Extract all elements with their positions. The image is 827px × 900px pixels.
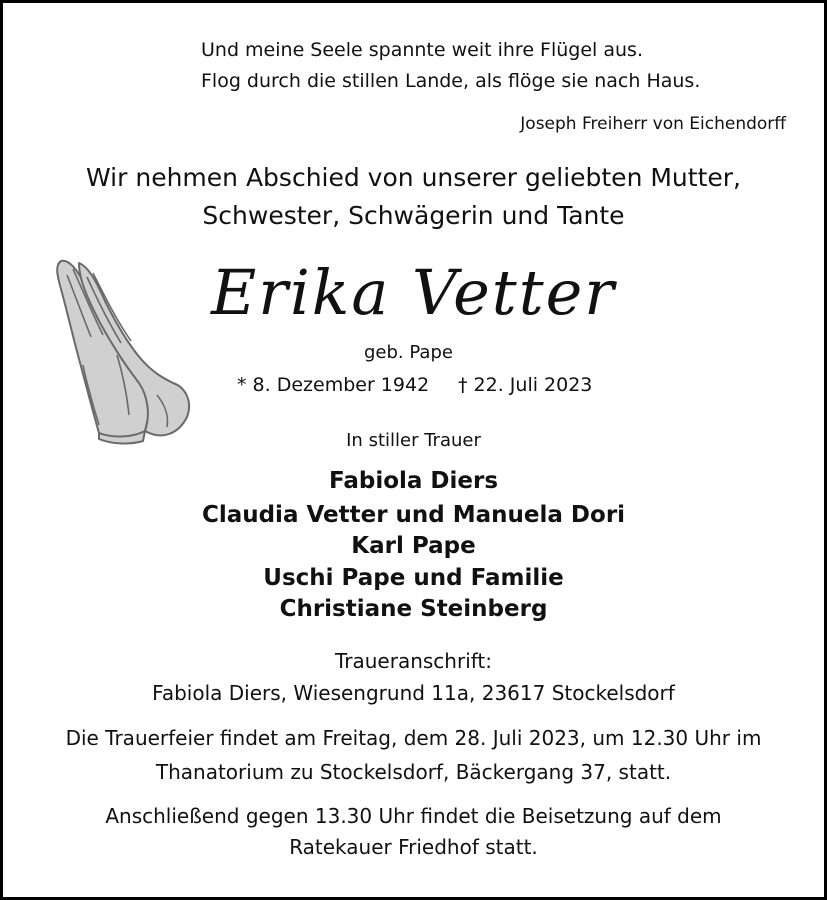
mourner-5: Christiane Steinberg bbox=[279, 596, 548, 622]
mourner-4: Uschi Pape und Familie bbox=[263, 565, 564, 591]
deceased-name: Erika Vetter bbox=[211, 256, 616, 329]
poem-line-1: Und meine Seele spannte weit ihre Flügel aus. bbox=[201, 39, 643, 61]
mourner-3: Karl Pape bbox=[351, 533, 476, 559]
mourning-label: In stiller Trauer bbox=[346, 430, 481, 451]
intro-line-1: Wir nehmen Abschied von unserer geliebten Mutter, bbox=[86, 163, 741, 192]
mourner-1: Fabiola Diers bbox=[328, 468, 499, 494]
burial-line-2: Ratekauer Friedhof statt. bbox=[289, 835, 538, 859]
burial-line-1: Anschließend gegen 13.30 Uhr findet die Beisetzung auf dem bbox=[105, 804, 722, 828]
birth-date: * 8. Dezember 1942 bbox=[237, 374, 430, 396]
mourner-2: Claudia Vetter und Manuela Dori bbox=[201, 502, 626, 528]
intro-line-2: Schwester, Schwägerin und Tante bbox=[202, 201, 625, 230]
poem-line-2: Flog durch die stillen Lande, als flöge sie nach Haus. bbox=[201, 70, 701, 92]
poem-author: Joseph Freiherr von Eichendorff bbox=[520, 114, 786, 134]
death-date: † 22. Juli 2023 bbox=[458, 374, 593, 396]
ceremony-line-2: Thanatorium zu Stockelsdorf, Bäckergang 37, statt. bbox=[155, 760, 672, 784]
address-text: Fabiola Diers, Wiesengrund 11a, 23617 Stockelsdorf bbox=[152, 681, 675, 705]
birth-name: geb. Pape bbox=[364, 342, 453, 363]
address-label: Traueranschrift: bbox=[334, 649, 493, 673]
ceremony-line-1: Die Trauerfeier findet am Freitag, dem 28. Juli 2023, um 12.30 Uhr im bbox=[65, 726, 762, 750]
